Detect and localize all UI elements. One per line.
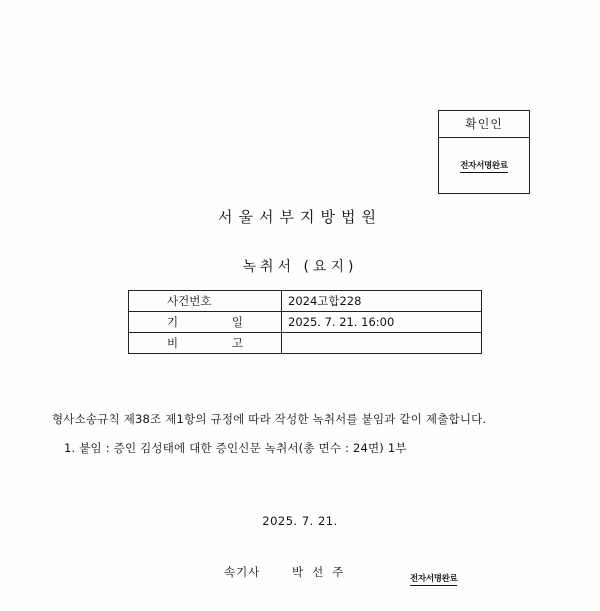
confirmation-header: 확인인 bbox=[439, 111, 529, 138]
court-name: 서울서부지방법원 bbox=[218, 208, 382, 226]
electronic-signature-stamp: 전자서명완료 bbox=[460, 161, 508, 171]
remarks-value bbox=[282, 333, 482, 354]
date-value: 2025. 7. 21. 16:00 bbox=[282, 312, 482, 333]
attachment-line: 1. 붙임 : 증인 김성태에 대한 증인신문 녹취서(총 면수 : 24면) 1부 bbox=[64, 441, 407, 455]
confirmation-stamp-box bbox=[438, 110, 530, 194]
footer-signature-area bbox=[410, 566, 457, 585]
table-row bbox=[129, 333, 482, 354]
case-info-table bbox=[128, 290, 482, 354]
table-row bbox=[129, 291, 482, 312]
table-row bbox=[129, 312, 482, 333]
stenographer-name: 박선주 bbox=[292, 565, 353, 579]
case-number-label: 사건번호 bbox=[129, 291, 282, 312]
confirmation-stamp-area bbox=[439, 138, 529, 194]
stenographer-role: 속기사 bbox=[224, 565, 261, 579]
submission-statement: 형사소송규칙 제38조 제1항의 규정에 따라 작성한 녹취서를 붙임과 같이 제출합니다. bbox=[52, 412, 487, 426]
case-number-value: 2024고합228 bbox=[282, 291, 482, 312]
electronic-signature-stamp: 전자서명완료 bbox=[410, 574, 458, 584]
signature-date: 2025. 7. 21. bbox=[262, 514, 338, 528]
document-title: 녹취서 (요지) bbox=[242, 259, 358, 275]
remarks-label: 비 고 bbox=[129, 333, 282, 354]
date-label: 기 일 bbox=[129, 312, 282, 333]
